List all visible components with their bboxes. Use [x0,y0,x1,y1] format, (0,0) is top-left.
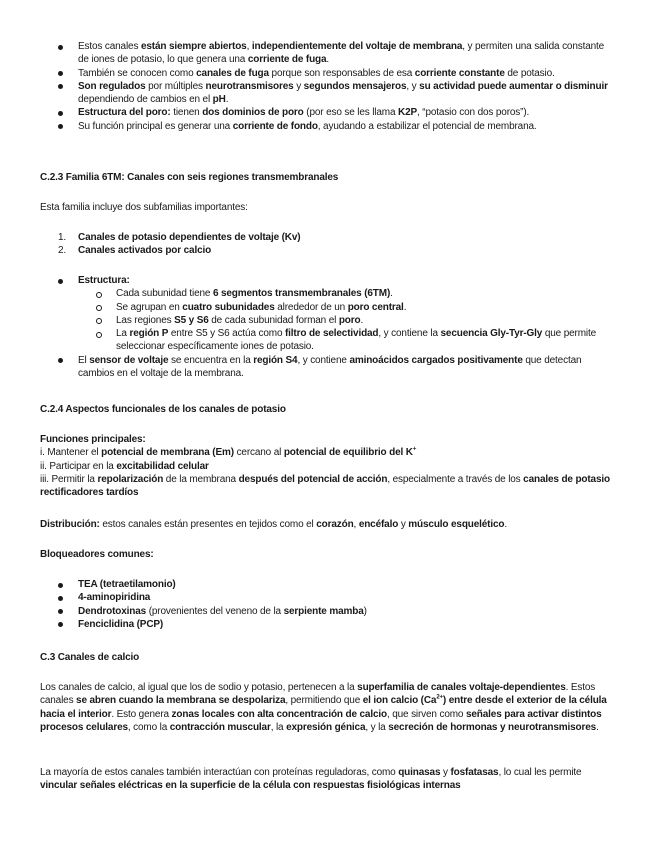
functions-block [0,433,655,499]
structure-sublist [0,287,655,353]
list-item: Dendrotoxinas (provenientes del veneno de la serpiente mamba) [0,605,655,618]
list-item: TEA (tetraetilamonio) [0,578,655,591]
k2p-bullet-list [0,40,655,133]
list-item: Son regulados por múltiples neurotransmisores y segundos mensajeros, y su actividad puede aumentar o disminuir dependiendo de cambios en el pH. [0,80,655,107]
calcium-paragraph-2: La mayoría de estos canales también interactúan con proteínas reguladoras, como quinasas y fosfatasas, lo cual les permite vincular señales eléctricas en la superficie de la célula con respuestas fisiológicas internas [40,767,582,792]
distribution-paragraph: Distribución: estos canales están presentes en tejidos como el corazón, encéfalo y músculo esquelético. [40,519,508,530]
function-item: ii. Participar en la excitabilidad celular [40,460,209,472]
list-item: 2. Canales activados por calcio [58,245,212,257]
section-heading-c24: C.2.4 Aspectos funcionales de los canales de potasio [40,404,286,415]
sublist-item: La región P entre S5 y S6 actúa como filtro de selectividad, y contiene la secuencia Gly-Tyr-Gly que permite seleccionar específicamente iones de potasio. [0,327,655,354]
sublist-item: Las regiones S5 y S6 de cada subunidad forman el poro. [0,314,655,327]
list-item: Estructura: Cada subunidad tiene 6 segmentos transmembranales (6TM). Se agrupan en cuatro subunidades alrededor de un poro central. Las regiones S5 y S6 de cada subunidad forman el poro. La región P entre S5 y S6 actúa como filtro de selectividad, y contiene la secuencia Gly-Tyr-Gly que permite seleccionar específicamente iones de potasio. [0,274,655,354]
section-heading-c23: C.2.3 Familia 6TM: Canales con seis regiones transmembranales [40,172,339,183]
list-item: 1. Canales de potasio dependientes de voltaje (Kv) [58,232,301,243]
section-heading-c3: C.3 Canales de calcio [40,652,140,663]
sublist-item: Se agrupan en cuatro subunidades alrededor de un poro central. [0,301,655,314]
list-item: Fenciclidina (PCP) [0,618,655,631]
list-item: 4-aminopiridina [0,591,655,604]
sublist-item: Cada subunidad tiene 6 segmentos transmembranales (6TM). [0,287,655,300]
list-item: Estructura del poro: tienen dos dominios de poro (por eso se les llama K2P, “potasio con dos poros”). [0,106,655,119]
blockers-bullet-list [0,578,655,631]
list-item: También se conocen como canales de fuga porque son responsables de esa corriente constante de potasio. [0,67,655,80]
blockers-label: Bloqueadores comunes: [40,549,154,560]
structure-bullet-list [0,274,655,380]
list-item: El sensor de voltaje se encuentra en la región S4, y contiene aminoácidos cargados positivamente que detectan cambios en el voltaje de la membrana. [0,354,655,381]
subfamily-numbered-list [0,231,655,258]
section-intro: Esta familia incluye dos subfamilias importantes: [40,202,248,213]
calcium-paragraph-1: Los canales de calcio, al igual que los de sodio y potasio, pertenecen a la superfamilia de canales voltaje-dependientes. Estos canales se abren cuando la membrana se despolariza, permitiendo que el ion calcio $(Ca^{2+})$ entre desde el exterior de la célula hacia el interior. Esto genera zonas locales con alta concentración de calcio, que sirven como señales para activar distintos procesos celulares, como la contracción muscular, la expresión génica, y la secreción de hormonas y neurotransmisores. [40,682,607,733]
function-item: i. Mantener el potencial de membrana (Em) cercano al potencial de equilibrio del K+ [40,446,417,459]
list-item: Estos canales están siempre abiertos, independientemente del voltaje de membrana, y permiten una salida constante de iones de potasio, lo que genera una corriente de fuga. [0,40,655,67]
functions-label: Funciones principales: [40,434,146,445]
list-item: Su función principal es generar una corriente de fondo, ayudando a estabilizar el potencial de membrana. [0,120,655,133]
function-item: iii. Permitir la repolarización de la membrana después del potencial de acción, especialmente a través de los canales de potasio rectificadores tardíos [40,473,610,499]
